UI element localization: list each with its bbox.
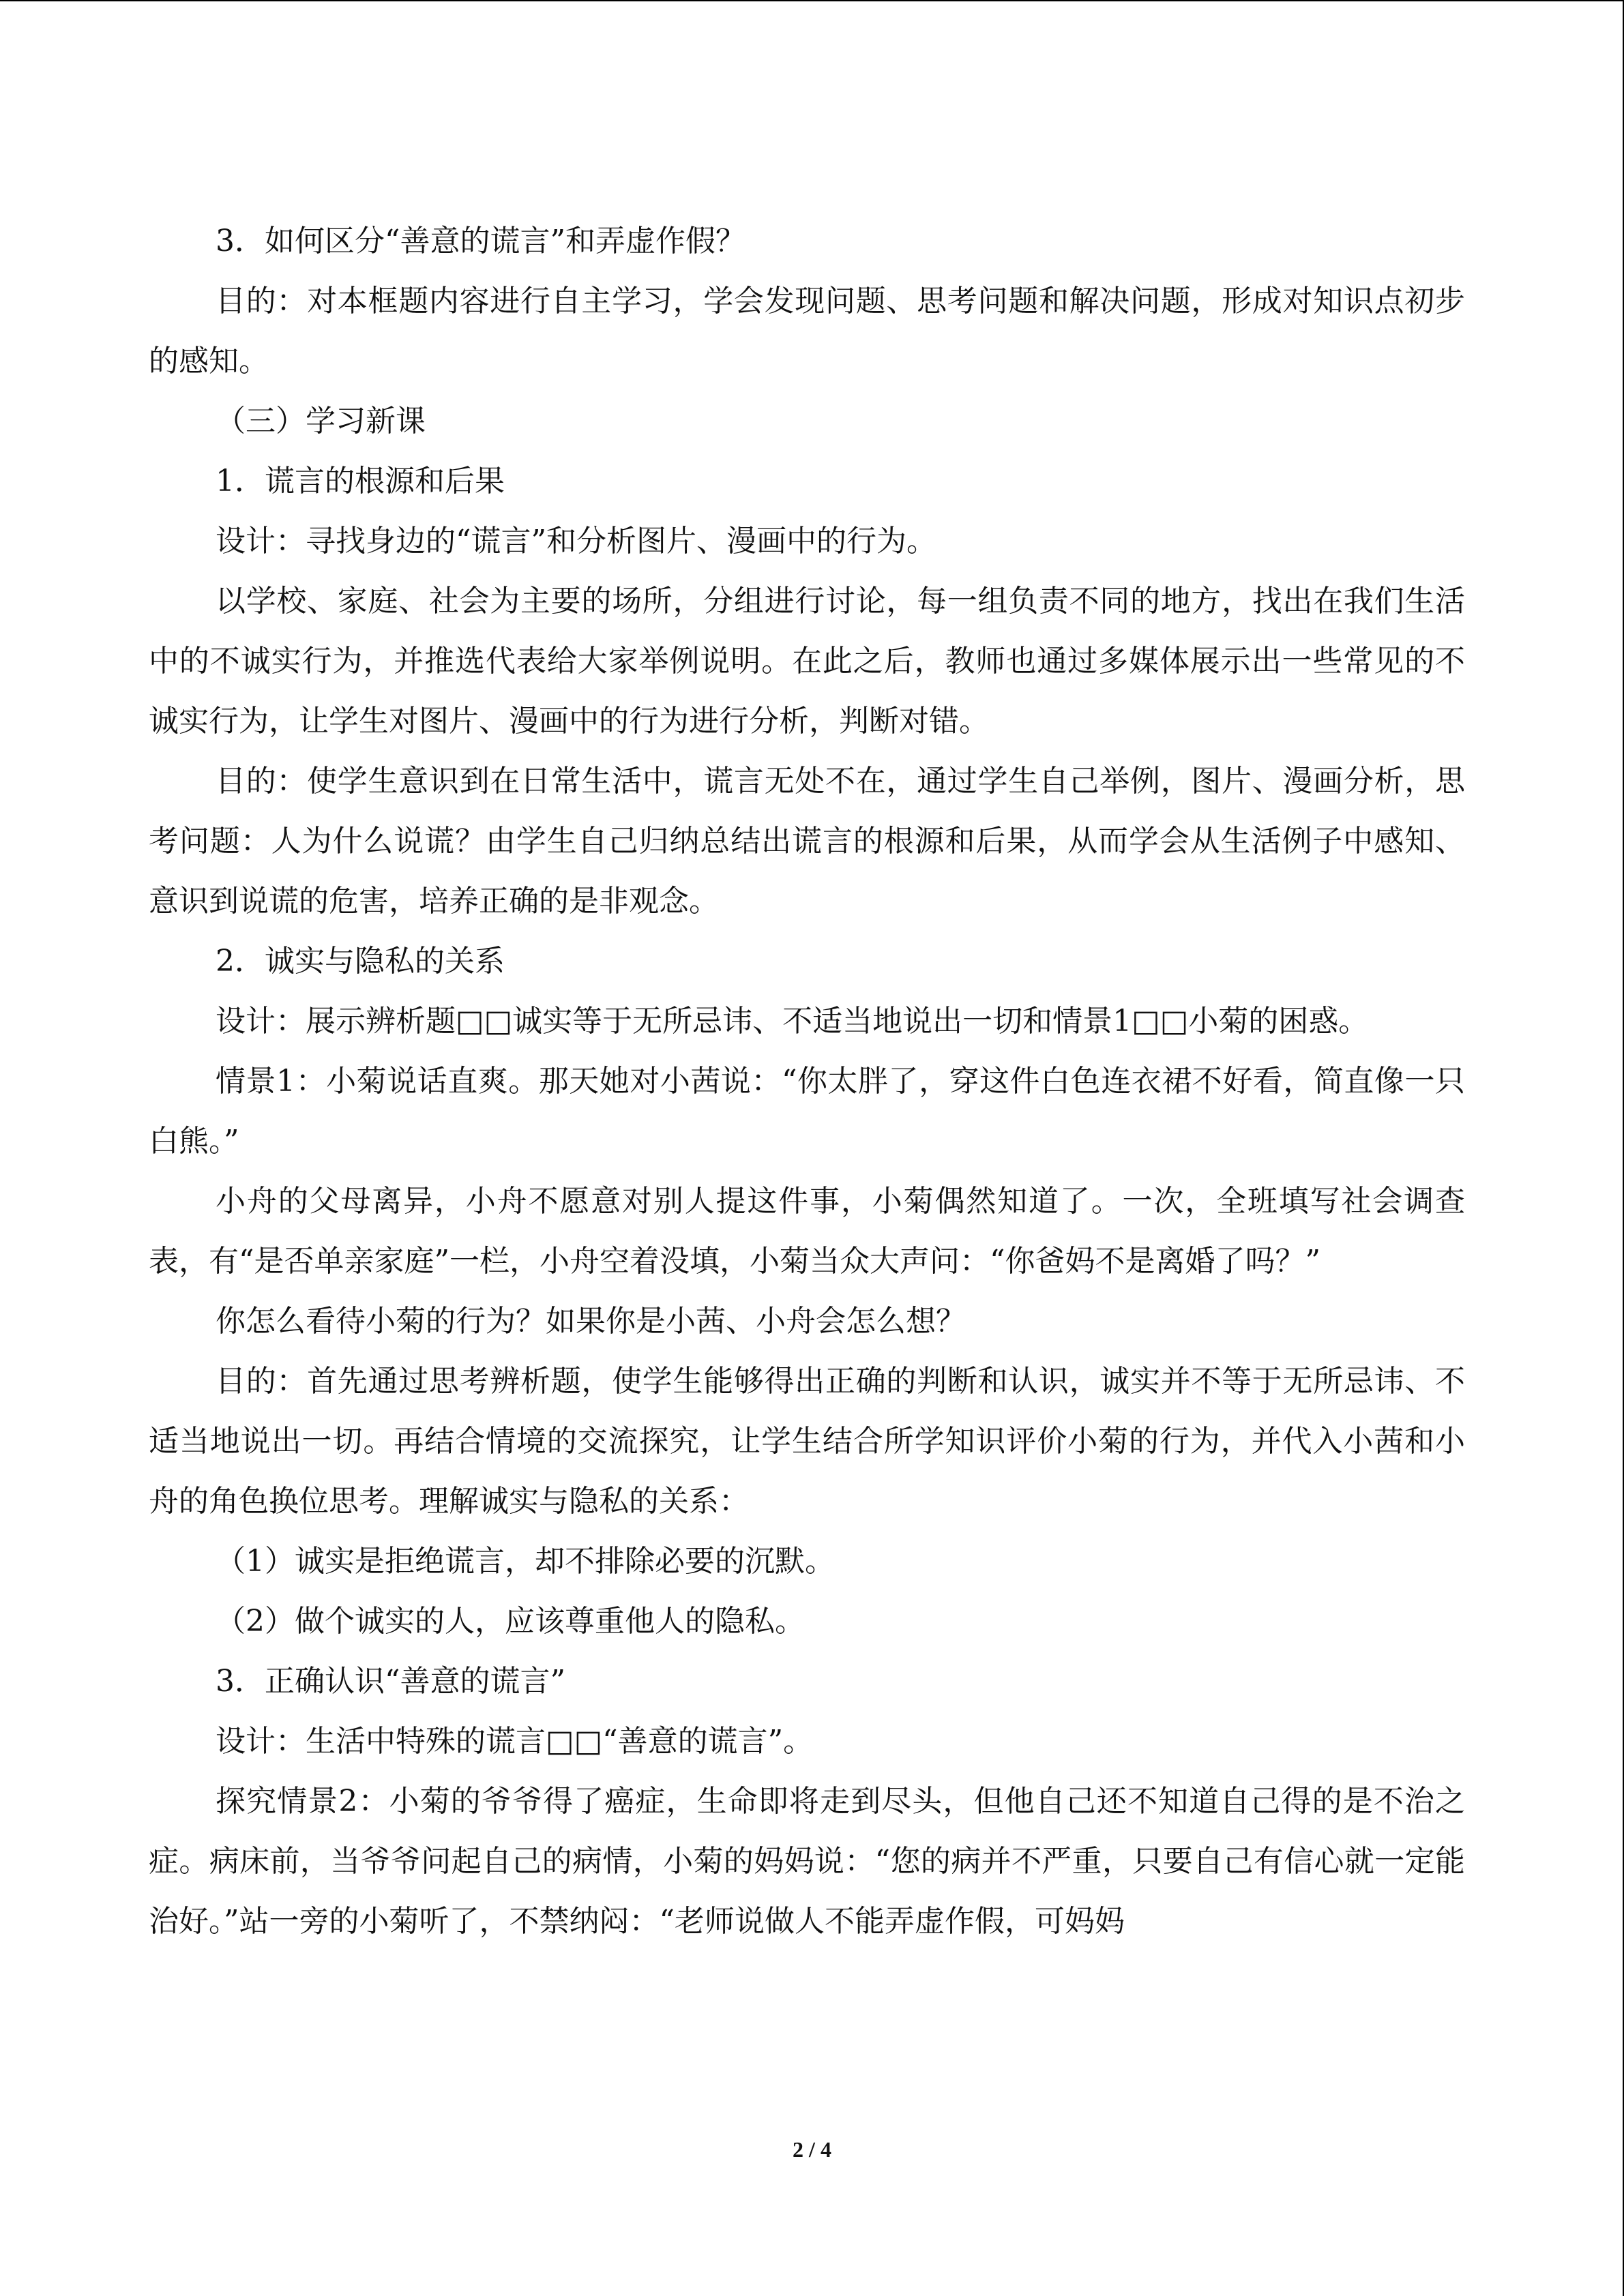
list-item-2: （2）做个诚实的人，应该尊重他人的隐私。 — [216, 1604, 805, 1639]
design-paragraph-2: 设计：展示辨析题□□诚实等于无所忌讳、不适当地说出一切和情景1□□小菊的困惑。 — [216, 1004, 1369, 1039]
page-number: 2 / 4 — [793, 2137, 831, 2162]
document-body — [149, 211, 1465, 1952]
design-paragraph-3: 设计：生活中特殊的谎言□□“善意的谎言”。 — [216, 1724, 814, 1759]
purpose-paragraph-3: 目的：首先通过思考辨析题，使学生能够得出正确的判断和认识，诚实并不等于无所忌讳、不适当地说出一切。再结合情境的交流探究，让学生结合所学知识评价小菊的行为，并代入小茜和小舟的角色换位思考。理解诚实与隐私的关系： — [149, 1364, 1465, 1519]
section-heading-new-lesson: （三）学习新课 — [216, 404, 426, 438]
body-paragraph-discussion: 以学校、家庭、社会为主要的场所，分组进行讨论，每一组负责不同的地方，找出在我们生活中的不诚实行为，并推选代表给大家举例说明。在此之后，教师也通过多媒体展示出一些常见的不诚实行为，让学生对图片、漫画中的行为进行分析，判断对错。 — [149, 584, 1465, 739]
design-paragraph-1: 设计：寻找身边的“谎言”和分析图片、漫画中的行为。 — [216, 524, 936, 558]
purpose-paragraph-1: 目的：对本框题内容进行自主学习，学会发现问题、思考问题和解决问题，形成对知识点初步的感知。 — [149, 284, 1465, 378]
question-paragraph: 你怎么看待小菊的行为？如果你是小茜、小舟会怎么想？ — [216, 1304, 966, 1339]
purpose-paragraph-2: 目的：使学生意识到在日常生活中，谎言无处不在，通过学生自己举例，图片、漫画分析，思考问题：人为什么说谎？由学生自己归纳总结出谎言的根源和后果，从而学会从生活例子中感知、意识到说谎的危害，培养正确的是非观念。 — [149, 764, 1465, 919]
subheading-2: 2．诚实与隐私的关系 — [216, 944, 505, 979]
scenario-2-paragraph: 探究情景2：小菊的爷爷得了癌症，生命即将走到尽头，但他自己还不知道自己得的是不治之症。病床前，当爷爷问起自己的病情，小菊的妈妈说：“您的病并不严重，只要自己有信心就一定能治好。”站一旁的小菊听了，不禁纳闷：“老师说做人不能弄虚作假，可妈妈 — [149, 1784, 1465, 1939]
scenario-1-paragraph: 情景1：小菊说话直爽。那天她对小茜说：“你太胖了，穿这件白色连衣裙不好看，简直像一只白熊。” — [149, 1064, 1465, 1159]
subheading-1: 1．谎言的根源和后果 — [216, 464, 505, 498]
heading-question-3: 3．如何区分“善意的谎言”和弄虚作假？ — [216, 224, 745, 258]
scenario-1-continued: 小舟的父母离异，小舟不愿意对别人提这件事，小菊偶然知道了。一次，全班填写社会调查表，有“是否单亲家庭”一栏，小舟空着没填，小菊当众大声问：“你爸妈不是离婚了吗？” — [149, 1184, 1465, 1279]
list-item-1: （1）诚实是拒绝谎言，却不排除必要的沉默。 — [216, 1544, 835, 1579]
subheading-3: 3．正确认识“善意的谎言” — [216, 1664, 565, 1699]
